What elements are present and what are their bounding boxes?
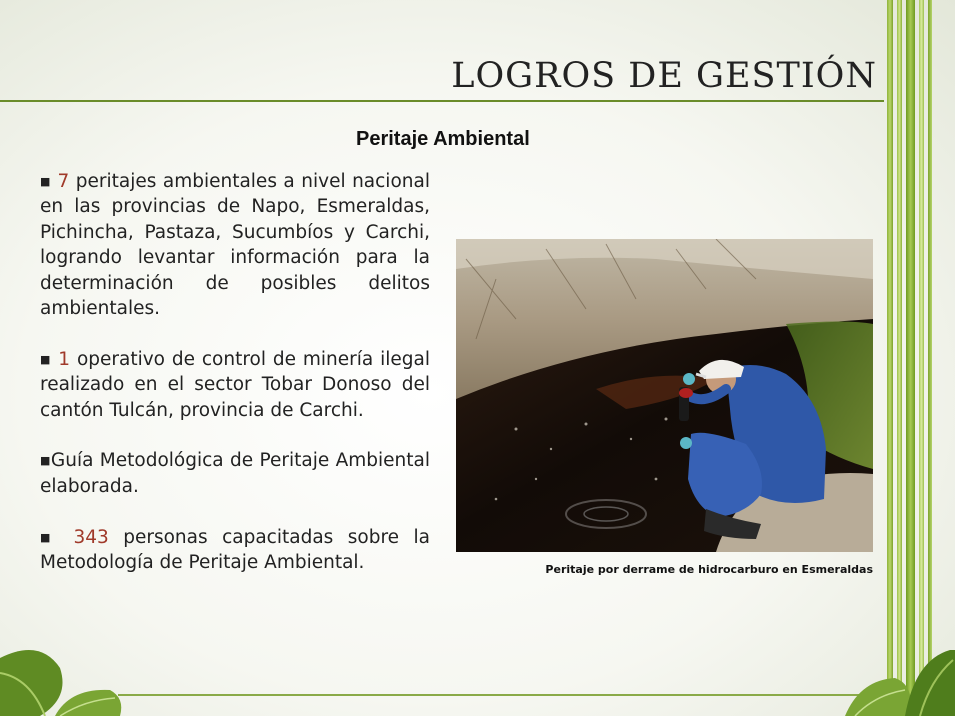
bullet-text: operativo de control de minería ilegal realizado en el sector Tobar Donoso del cantón Tulcán, provincia de Carchi.	[40, 348, 430, 421]
bullet-text: peritajes ambientales a nivel nacional en las provincias de Napo, Esmeraldas, Pichincha, Pastaza, Sucumbíos y Carchi, logrando levantar información para la determinación de posibles delitos ambientales.	[40, 171, 430, 320]
bullet-item	[40, 525, 430, 576]
bullet-item	[40, 448, 430, 499]
bullet-text: Guía Metodológica de Peritaje Ambiental elaborada.	[40, 450, 430, 497]
leaf-icon	[835, 640, 955, 716]
bottom-divider	[118, 694, 886, 696]
slide-title: LOGROS DE GESTIÓN	[451, 56, 877, 96]
decorative-stripe	[919, 0, 924, 716]
bullet-list	[40, 169, 430, 601]
bullet-item	[40, 169, 430, 321]
leaf-icon	[0, 628, 130, 716]
bullet-number: 1	[58, 348, 71, 370]
bullet-icon: ■	[40, 175, 51, 188]
field-photo	[456, 239, 873, 552]
decorative-stripe	[897, 0, 902, 716]
title-divider	[0, 100, 884, 102]
photo-caption: Peritaje por derrame de hidrocarburo en Esmeraldas	[545, 563, 873, 576]
bullet-text: personas capacitadas sobre la Metodología de Peritaje Ambiental.	[40, 526, 430, 574]
field-photo-illustration	[456, 239, 873, 552]
decorative-stripe	[887, 0, 893, 716]
section-subtitle: Peritaje Ambiental	[356, 128, 530, 150]
bullet-icon: ■	[40, 530, 59, 544]
bullet-icon: ■	[40, 454, 51, 468]
bullet-item	[40, 347, 430, 423]
decorative-stripe	[928, 0, 932, 716]
decorative-stripe	[906, 0, 915, 716]
bullet-number: 7	[57, 171, 70, 192]
bullet-number: 343	[73, 526, 109, 548]
bullet-icon: ■	[40, 352, 52, 366]
